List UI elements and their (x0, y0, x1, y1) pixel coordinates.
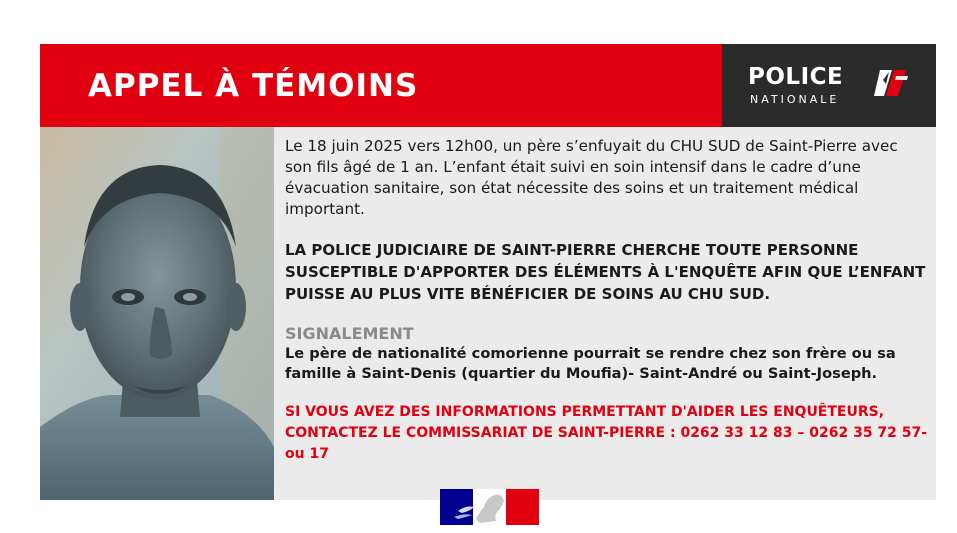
poster-header (40, 44, 936, 127)
person-photo-icon (40, 127, 274, 500)
signalement-heading: SIGNALEMENT (285, 324, 414, 343)
header-title-band (40, 44, 722, 127)
police-flag-icon (874, 68, 910, 98)
appeal-text (285, 136, 937, 465)
suspect-photo (40, 127, 274, 500)
incident-description: Le 18 juin 2025 vers 12h00, un père s’enfuyait du CHU SUD de Saint-Pierre avec son fils âgé de 1 an. L’enfant était suivi en soin intensif dans le cadre d’une évacuation sanitaire, son état nécessite des soins et un traitement médical important. (285, 137, 898, 218)
marianne-republique-francaise-logo (440, 489, 539, 525)
appeal-poster (40, 44, 936, 500)
poster-title: APPEL À TÉMOINS (88, 68, 419, 104)
signalement-description: Le père de nationalité comorienne pourrait se rendre chez son frère ou sa famille à Saint-Denis (quartier du Moufia)- Saint-André ou Saint-Joseph. (285, 345, 896, 382)
logo-nationale-text: NATIONALE (750, 93, 840, 106)
police-appeal: LA POLICE JUDICIAIRE DE SAINT-PIERRE CHERCHE TOUTE PERSONNE SUSCEPTIBLE D'APPORTER DES ÉLÉMENTS À L'ENQUÊTE AFIN QUE L’ENFANT PUISSE AU PLUS VITE BÉNÉFICIER DE SOINS AU CHU SUD. (285, 241, 926, 303)
logo-police-text: POLICE (748, 64, 844, 90)
contact-information: SI VOUS AVEZ DES INFORMATIONS PERMETTANT D'AIDER LES ENQUÊTEURS, CONTACTEZ LE COMMISSARIAT DE SAINT-PIERRE : 0262 33 12 83 – 0262 35 72 57- ou 17 (285, 404, 928, 462)
police-nationale-logo (722, 44, 936, 127)
